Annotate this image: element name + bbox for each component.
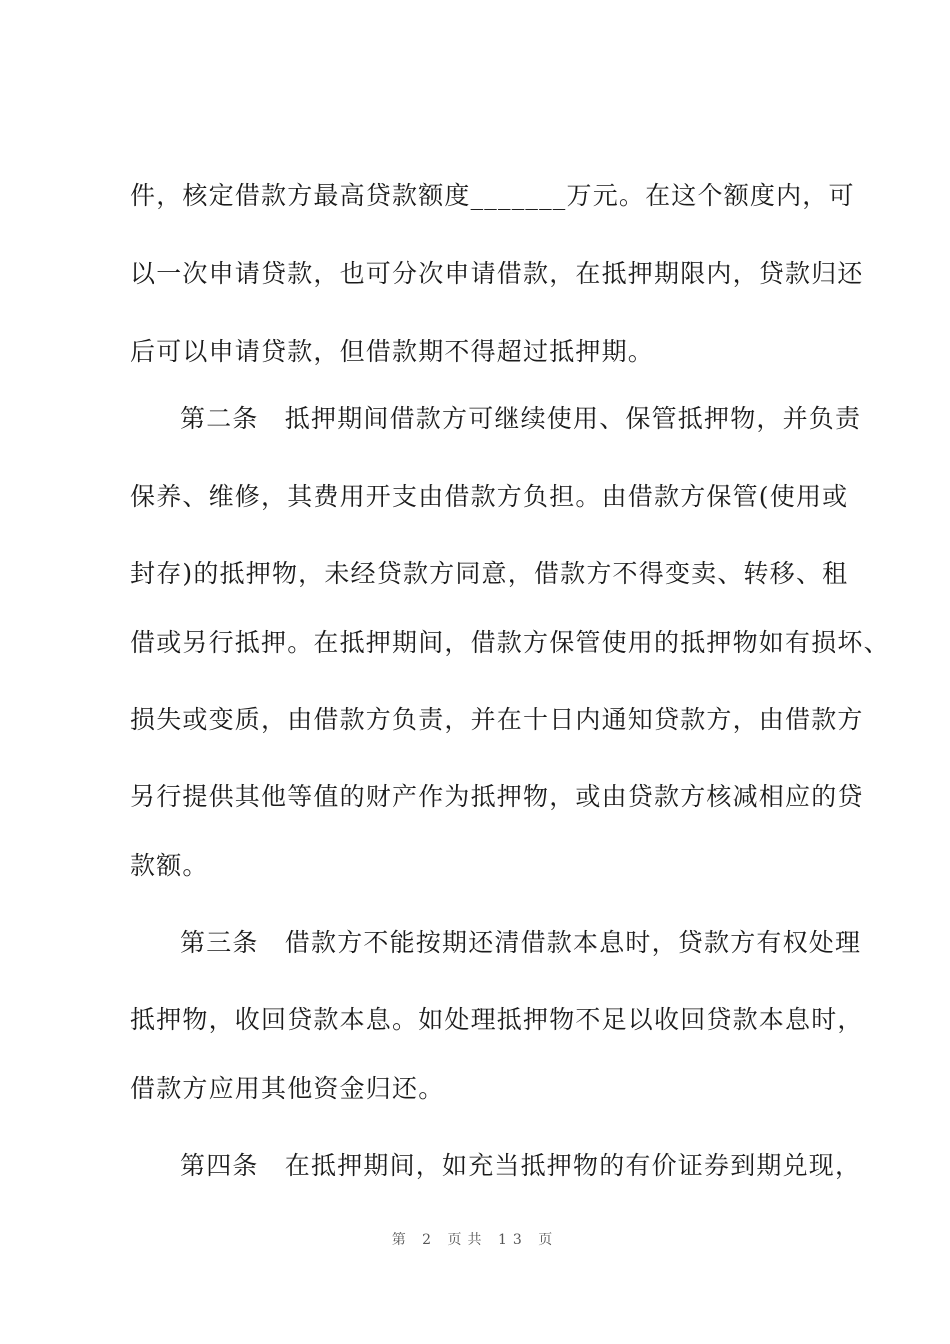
body-text-line: 另行提供其他等值的财产作为抵押物，或由贷款方核减相应的贷 xyxy=(130,782,864,811)
body-text-line: 抵押物，收回贷款本息。如处理抵押物不足以收回贷款本息时， xyxy=(130,1005,864,1034)
article-2-heading-line: 第二条 抵押期间借款方可继续使用、保管抵押物，并负责 xyxy=(180,404,862,433)
body-text-line: 借或另行抵押。在抵押期间，借款方保管使用的抵押物如有损坏、 xyxy=(130,628,890,657)
body-text-line: 后可以申请贷款，但借款期不得超过抵押期。 xyxy=(130,337,655,366)
body-text-line: 件，核定借款方最高贷款额度_______万元。在这个额度内，可 xyxy=(130,181,855,210)
page-number-footer: 第 2 页共 13 页 xyxy=(391,1232,559,1248)
article-3-heading-line: 第三条 借款方不能按期还清借款本息时，贷款方有权处理 xyxy=(180,928,862,957)
body-text-line: 以一次申请贷款，也可分次申请借款，在抵押期限内，贷款归还 xyxy=(130,259,864,288)
body-text-line: 封存)的抵押物，未经贷款方同意，借款方不得变卖、转移、租 xyxy=(130,559,849,588)
article-4-heading-line: 第四条 在抵押期间，如充当抵押物的有价证券到期兑现， xyxy=(180,1151,862,1180)
body-text-line: 损失或变质，由借款方负责，并在十日内通知贷款方，由借款方 xyxy=(130,705,864,734)
body-text-line: 保养、维修，其费用开支由借款方负担。由借款方保管(使用或 xyxy=(130,482,849,511)
body-text-line: 款额。 xyxy=(130,851,209,880)
body-text-line: 借款方应用其他资金归还。 xyxy=(130,1074,445,1103)
